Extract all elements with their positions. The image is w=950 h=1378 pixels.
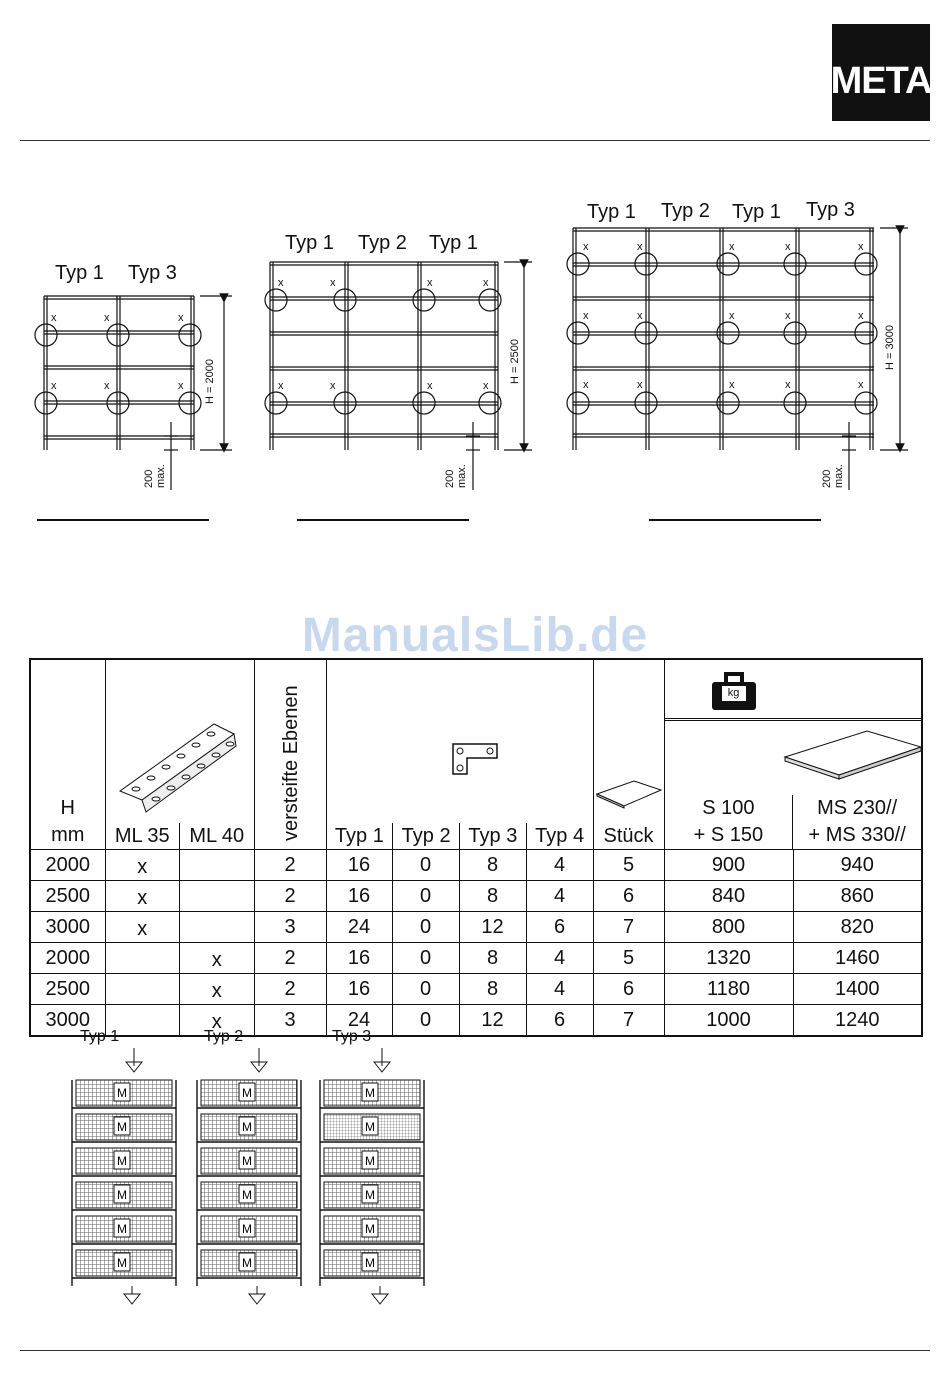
load-diagram-label-2: Typ 2 <box>204 1028 244 1045</box>
cell-typ2: 0 <box>392 1005 459 1037</box>
header-s-line1: S 100 <box>702 797 755 819</box>
load-marker-text: M <box>365 1188 375 1202</box>
header-ml40: ML 40 <box>189 825 245 847</box>
cell-s: 840 <box>664 881 793 912</box>
cell-h: 3000 <box>30 912 105 943</box>
cell-ml40 <box>180 850 255 881</box>
load-marker-text: M <box>242 1188 252 1202</box>
x-marker: x <box>278 277 284 289</box>
load-arrow-bottom <box>124 1286 140 1304</box>
cell-typ4: 4 <box>526 850 593 881</box>
x-marker: x <box>858 241 864 253</box>
header-typ2: Typ 2 <box>393 823 460 849</box>
max-unit-1: max. <box>155 464 167 488</box>
cell-s: 900 <box>664 850 793 881</box>
cell-ml40 <box>180 881 255 912</box>
corner-bracket-image <box>327 686 593 816</box>
load-marker-text: M <box>117 1188 127 1202</box>
cell-ms: 1460 <box>793 943 922 974</box>
cell-s: 1000 <box>664 1005 793 1037</box>
table-row <box>30 974 922 1005</box>
header-versteifte-label: versteifte Ebenen <box>279 685 302 841</box>
cell-ebenen: 2 <box>254 943 326 974</box>
cell-typ3: 8 <box>459 850 526 881</box>
x-marker: x <box>104 380 110 392</box>
x-marker: x <box>427 277 433 289</box>
cell-ebenen: 3 <box>254 912 326 943</box>
cell-typ3: 12 <box>459 1005 526 1037</box>
cell-ms: 1400 <box>793 974 922 1005</box>
cell-stueck: 5 <box>593 943 664 974</box>
cell-ml35: x <box>105 912 180 943</box>
cell-ml35: x <box>105 881 180 912</box>
diag3-type-2: Typ 2 <box>661 200 710 222</box>
cell-ebenen: 2 <box>254 850 326 881</box>
header-stueck <box>593 659 664 850</box>
x-marker: x <box>330 277 336 289</box>
x-marker: x <box>858 310 864 322</box>
load-marker-text: M <box>365 1120 375 1134</box>
x-marker: x <box>637 379 643 391</box>
load-marker-text: M <box>365 1154 375 1168</box>
diag3-type-3: Typ 1 <box>732 201 781 223</box>
diagram-h2000 <box>35 296 232 490</box>
cell-typ1: 24 <box>326 1005 392 1037</box>
diag2-type-2: Typ 2 <box>358 232 407 254</box>
cell-typ2: 0 <box>392 881 459 912</box>
load-arrow-top <box>374 1048 390 1072</box>
x-marker: x <box>278 380 284 392</box>
table-body <box>30 850 922 1037</box>
cell-ml35: x <box>105 850 180 881</box>
height-label-2500: H = 2500 <box>509 339 521 384</box>
cell-ms: 940 <box>793 850 922 881</box>
x-marker: x <box>483 380 489 392</box>
load-marker-text: M <box>117 1222 127 1236</box>
meta-logo: META <box>832 24 930 121</box>
diag2-type-3: Typ 1 <box>429 232 478 254</box>
x-marker: x <box>785 379 791 391</box>
cell-ml40: x <box>180 974 255 1005</box>
load-arrow-bottom <box>372 1286 388 1304</box>
cell-typ4: 4 <box>526 974 593 1005</box>
cell-typ1: 24 <box>326 912 392 943</box>
header-profile <box>105 659 254 850</box>
header-versteifte <box>254 659 326 850</box>
diag1-type-1: Typ 1 <box>55 262 104 284</box>
x-marker: x <box>427 380 433 392</box>
cell-ml40: x <box>180 943 255 974</box>
load-arrow-bottom <box>249 1286 265 1304</box>
x-marker: x <box>104 312 110 324</box>
spec-table <box>29 658 923 1037</box>
max-value-1: 200 <box>143 469 155 488</box>
cell-ml40 <box>180 912 255 943</box>
diag3-type-4: Typ 3 <box>806 199 855 221</box>
x-marker: x <box>483 277 489 289</box>
bottom-rule <box>20 1350 930 1351</box>
x-marker: x <box>51 312 57 324</box>
header-typ4: Typ 4 <box>535 825 585 847</box>
cell-ms: 860 <box>793 881 922 912</box>
cell-typ1: 16 <box>326 881 392 912</box>
load-marker-text: M <box>242 1256 252 1270</box>
cell-typ4: 4 <box>526 943 593 974</box>
cell-s: 1320 <box>664 943 793 974</box>
weight-icon-text: kg <box>722 686 746 701</box>
cell-stueck: 7 <box>593 912 664 943</box>
caption-rule-3 <box>649 519 821 521</box>
header-mm-label: mm <box>51 824 85 846</box>
steel-panel-image <box>783 727 925 787</box>
x-marker: x <box>785 241 791 253</box>
header-ms <box>793 795 921 849</box>
x-marker: x <box>637 310 643 322</box>
x-marker: x <box>51 380 57 392</box>
x-marker: x <box>785 310 791 322</box>
cell-s: 800 <box>664 912 793 943</box>
header-ms-line1: MS 230// <box>817 797 898 819</box>
cell-typ2: 0 <box>392 912 459 943</box>
table-header-row <box>30 659 922 850</box>
cell-ms: 820 <box>793 912 922 943</box>
cell-ebenen: 2 <box>254 881 326 912</box>
load-diagram-1 <box>72 1048 176 1304</box>
load-marker-text: M <box>242 1222 252 1236</box>
cell-h: 2000 <box>30 943 105 974</box>
angle-profile-image <box>106 696 254 816</box>
shelf-panel-image <box>594 776 664 816</box>
x-marker: x <box>178 380 184 392</box>
header-stueck-label: Stück <box>603 825 654 847</box>
header-load <box>664 659 922 850</box>
load-marker-text: M <box>117 1086 127 1100</box>
load-marker-text: M <box>365 1256 375 1270</box>
table-row <box>30 943 922 974</box>
load-marker-text: M <box>365 1086 375 1100</box>
header-h <box>30 659 105 850</box>
table-row <box>30 1005 922 1037</box>
cell-h: 2000 <box>30 850 105 881</box>
header-h-label: H <box>60 797 75 819</box>
load-diagram-label-1: Typ 1 <box>80 1028 120 1045</box>
cell-typ3: 8 <box>459 974 526 1005</box>
cell-typ2: 0 <box>392 974 459 1005</box>
x-marker: x <box>729 310 735 322</box>
cell-h: 3000 <box>30 1005 105 1037</box>
x-marker: x <box>858 379 864 391</box>
caption-rule-2 <box>297 519 469 521</box>
max-unit-2: max. <box>456 464 468 488</box>
watermark: ManualsLib.de <box>301 609 649 662</box>
cell-typ4: 4 <box>526 881 593 912</box>
load-marker-text: M <box>242 1086 252 1100</box>
load-diagram-label-3: Typ 3 <box>332 1028 372 1045</box>
table-row <box>30 912 922 943</box>
header-s <box>665 795 794 849</box>
cell-typ3: 8 <box>459 881 526 912</box>
load-arrow-top <box>126 1048 142 1072</box>
x-marker: x <box>330 380 336 392</box>
cell-typ1: 16 <box>326 974 392 1005</box>
table-row <box>30 850 922 881</box>
load-marker-text: M <box>242 1154 252 1168</box>
x-marker: x <box>583 241 589 253</box>
cell-stueck: 5 <box>593 850 664 881</box>
load-diagram-2 <box>197 1048 301 1304</box>
cell-stueck: 7 <box>593 1005 664 1037</box>
max-unit-3: max. <box>833 464 845 488</box>
cell-typ4: 6 <box>526 1005 593 1037</box>
cell-typ1: 16 <box>326 850 392 881</box>
x-marker: x <box>583 310 589 322</box>
cell-typ2: 0 <box>392 850 459 881</box>
diag2-type-1: Typ 1 <box>285 232 334 254</box>
x-marker: x <box>583 379 589 391</box>
height-label-3000: H = 3000 <box>884 325 896 370</box>
load-marker-text: M <box>365 1222 375 1236</box>
x-marker: x <box>637 241 643 253</box>
cell-ms: 1240 <box>793 1005 922 1037</box>
x-marker: x <box>729 379 735 391</box>
cell-ebenen: 2 <box>254 974 326 1005</box>
cell-typ3: 8 <box>459 943 526 974</box>
load-marker-text: M <box>117 1256 127 1270</box>
header-typ1: Typ 1 <box>327 823 394 849</box>
x-marker: x <box>729 241 735 253</box>
load-marker-text: M <box>242 1120 252 1134</box>
load-arrow-top <box>251 1048 267 1072</box>
load-diagrams <box>0 1040 450 1320</box>
header-ml35: ML 35 <box>106 823 181 849</box>
diagram-h2500 <box>265 262 532 490</box>
cell-typ4: 6 <box>526 912 593 943</box>
header-ms-line2: + MS 330// <box>808 824 906 846</box>
cell-ebenen: 3 <box>254 1005 326 1037</box>
height-label-2000: H = 2000 <box>204 359 216 404</box>
cell-typ1: 16 <box>326 943 392 974</box>
max-value-2: 200 <box>444 469 456 488</box>
max-value-3: 200 <box>821 469 833 488</box>
cell-stueck: 6 <box>593 974 664 1005</box>
header-bracket <box>326 659 593 850</box>
diag1-type-2: Typ 3 <box>128 262 177 284</box>
table-row <box>30 881 922 912</box>
cell-typ2: 0 <box>392 943 459 974</box>
diagram-h3000 <box>567 228 908 490</box>
diag3-type-1: Typ 1 <box>587 201 636 223</box>
load-marker-text: M <box>117 1120 127 1134</box>
cell-h: 2500 <box>30 974 105 1005</box>
load-diagram-3 <box>320 1048 424 1304</box>
cell-ml35 <box>105 974 180 1005</box>
cell-s: 1180 <box>664 974 793 1005</box>
cell-ml35 <box>105 943 180 974</box>
cell-ml40: x <box>180 1005 255 1037</box>
cell-typ3: 12 <box>459 912 526 943</box>
load-marker-text: M <box>117 1154 127 1168</box>
cell-h: 2500 <box>30 881 105 912</box>
x-marker: x <box>178 312 184 324</box>
header-s-line2: + S 150 <box>693 824 764 846</box>
header-typ3: Typ 3 <box>460 823 527 849</box>
caption-rule-1 <box>37 519 209 521</box>
cell-stueck: 6 <box>593 881 664 912</box>
